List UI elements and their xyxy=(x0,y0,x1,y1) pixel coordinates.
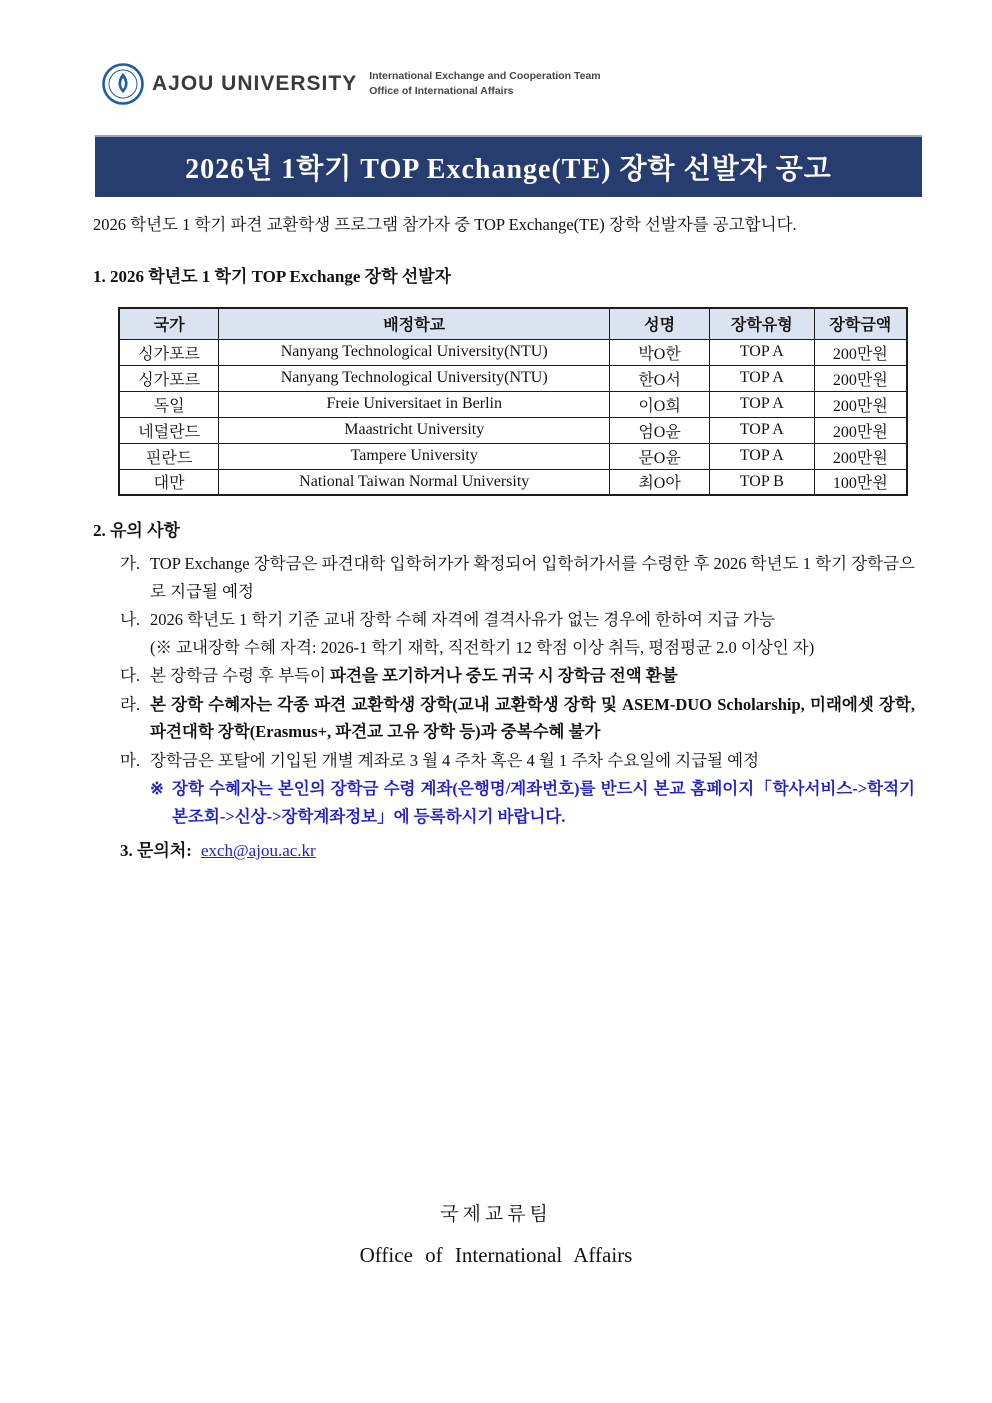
blue-note-text: 장학 수혜자는 본인의 장학금 수령 계좌(은행명/계좌번호)를 반드시 본교 홈페이지「학사서비스->학적기본조회->신상->장학계좌정보」에 등록하시기 바랍니다. xyxy=(172,779,915,826)
table-cell: 200만원 xyxy=(814,417,907,443)
title-banner xyxy=(95,135,922,197)
note-text: 본 장학금 수령 후 부득이 xyxy=(150,666,331,685)
reference-mark: ※ xyxy=(150,779,164,798)
intro-paragraph: 2026 학년도 1 학기 파견 교환학생 프로그램 참가자 중 TOP Exchange(TE) 장학 선발자를 공고합니다. xyxy=(93,215,797,234)
table-cell: Nanyang Technological University(NTU) xyxy=(219,365,610,391)
table-cell: TOP A xyxy=(709,417,814,443)
table-cell: 이O희 xyxy=(610,391,710,417)
note-label: 마. xyxy=(120,750,141,770)
column-header-type: 장학유형 xyxy=(709,308,814,339)
column-header-country: 국가 xyxy=(119,308,219,339)
table-row xyxy=(119,391,907,417)
column-header-school: 배정학교 xyxy=(219,308,610,339)
dept-line-1: International Exchange and Cooperation Team xyxy=(369,69,601,82)
table-cell: TOP A xyxy=(709,339,814,365)
column-header-name: 성명 xyxy=(610,308,710,339)
note-label: 가. xyxy=(120,554,141,573)
page-title: 2026년 1학기 TOP Exchange(TE) 장학 선발자 공고 xyxy=(185,154,832,185)
ajou-university-seal-icon xyxy=(102,63,144,105)
table-cell: TOP B xyxy=(709,469,814,495)
table-cell: 100만원 xyxy=(814,469,907,495)
dept-line-2: Office of International Affairs xyxy=(369,85,514,97)
table-row xyxy=(119,469,907,495)
table-cell: 최O아 xyxy=(610,469,710,495)
table-cell: 싱가포르 xyxy=(119,365,219,391)
footer-team-english: Office of International Affairs xyxy=(359,1243,633,1267)
note-label: 나. xyxy=(120,610,141,629)
department-name xyxy=(369,69,600,99)
table-cell: TOP A xyxy=(709,391,814,417)
contact-email-link[interactable]: exch@ajou.ac.kr xyxy=(200,841,316,860)
note-bold-text: 본 장학 수혜자는 각종 파견 교환학생 장학(교내 교환학생 장학 및 ASEM-DUO Scholarship, 미래에셋 장학, 파견대학 장학(Erasmus+, 파견교 고유 장학 등)과 중복수혜 불가 xyxy=(150,694,915,741)
letterhead xyxy=(102,63,601,105)
scholarship-table xyxy=(118,307,908,496)
section2-heading: 2. 유의 사항 xyxy=(93,521,180,540)
note-item-ma xyxy=(120,747,915,775)
table-cell: Freie Universitaet in Berlin xyxy=(219,391,610,417)
note-item-ga xyxy=(120,550,915,605)
table-cell: 네덜란드 xyxy=(119,417,219,443)
table-cell: 한O서 xyxy=(610,365,710,391)
table-cell: TOP A xyxy=(709,365,814,391)
table-cell: 엄O윤 xyxy=(610,417,710,443)
table-cell: 박O한 xyxy=(610,339,710,365)
table-cell: National Taiwan Normal University xyxy=(219,469,610,495)
table-row xyxy=(119,443,907,469)
table-row xyxy=(119,417,907,443)
note-label: 라. xyxy=(120,694,141,714)
note-bold-text: 파견을 포기하거나 중도 귀국 시 장학금 전액 환불 xyxy=(330,666,678,685)
table-cell: Tampere University xyxy=(219,443,610,469)
note-text: 2026 학년도 1 학기 기준 교내 장학 수혜 자격에 결격사유가 없는 경우에 한하여 지급 가능 xyxy=(150,610,775,629)
footer-team-korean: 국제교류팀 xyxy=(440,1204,552,1225)
table-cell: 대만 xyxy=(119,469,219,495)
note-text: 장학금은 포탈에 기입된 개별 계좌로 3 월 4 주차 혹은 4 월 1 주차 수요일에 지급될 예정 xyxy=(150,750,760,770)
table-cell: 200만원 xyxy=(814,339,907,365)
table-row xyxy=(119,365,907,391)
account-registration-note xyxy=(150,775,915,830)
table-cell: 200만원 xyxy=(814,391,907,417)
note-subtext: (※ 교내장학 수혜 자격: 2026-1 학기 재학, 직전학기 12 학점 이상 취득, 평점평균 2.0 이상인 자) xyxy=(150,637,815,657)
column-header-amount: 장학금액 xyxy=(814,308,907,339)
table-cell: 문O윤 xyxy=(610,443,710,469)
section2-notes xyxy=(93,516,915,830)
table-row xyxy=(119,339,907,365)
table-cell: 핀란드 xyxy=(119,443,219,469)
table-cell: TOP A xyxy=(709,443,814,469)
note-item-da xyxy=(120,662,915,690)
note-item-ra xyxy=(120,691,915,746)
table-cell: Maastricht University xyxy=(219,417,610,443)
table-cell: 독일 xyxy=(119,391,219,417)
note-item-na xyxy=(120,606,915,661)
table-cell: 200만원 xyxy=(814,365,907,391)
table-cell: 싱가포르 xyxy=(119,339,219,365)
table-header-row xyxy=(119,308,907,339)
note-text: TOP Exchange 장학금은 파견대학 입학허가가 확정되어 입학허가서를 수령한 후 2026 학년도 1 학기 장학금으로 지급될 예정 xyxy=(150,554,915,601)
section1-heading: 1. 2026 학년도 1 학기 TOP Exchange 장학 선발자 xyxy=(93,267,452,286)
section3-contact xyxy=(120,836,316,861)
document-footer xyxy=(0,1199,992,1268)
university-name: AJOU UNIVERSITY xyxy=(152,72,358,95)
table-cell: Nanyang Technological University(NTU) xyxy=(219,339,610,365)
contact-label: 3. 문의처: xyxy=(120,841,192,860)
table-cell: 200만원 xyxy=(814,443,907,469)
note-label: 다. xyxy=(120,666,141,685)
